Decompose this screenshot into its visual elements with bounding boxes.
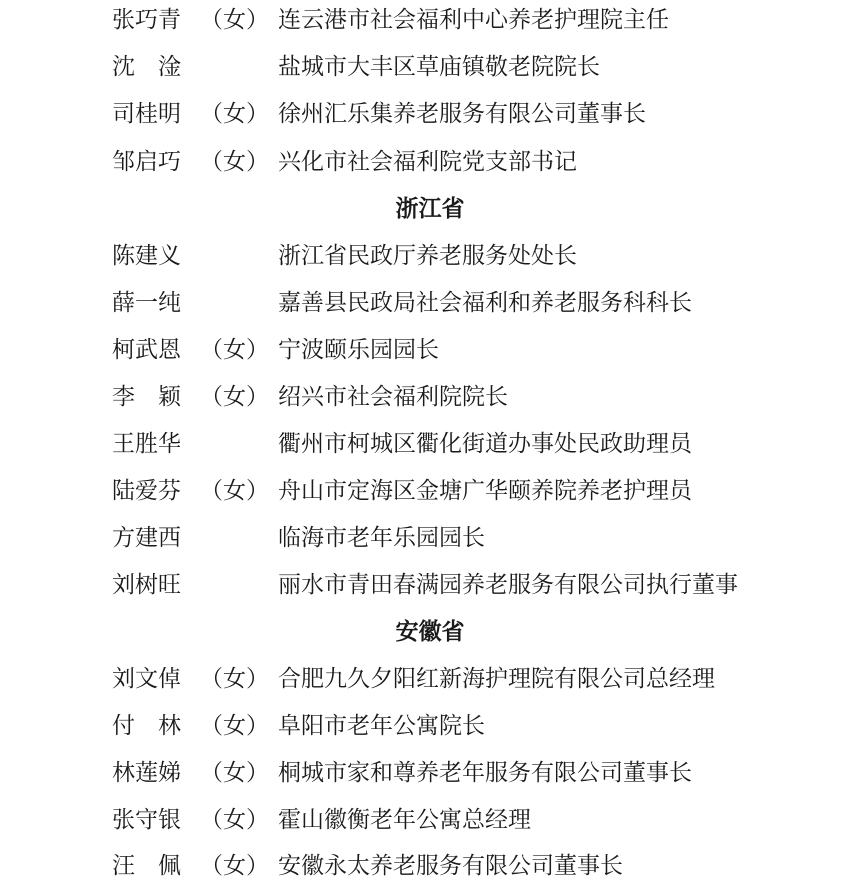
- gender-note: （女）: [200, 853, 269, 879]
- person-title: 嘉善县民政局社会福利和养老服务科科长: [278, 290, 692, 316]
- person-title: 衢州市柯城区衢化街道办事处民政助理员: [278, 431, 692, 457]
- person-name: 张守银: [112, 807, 181, 833]
- person-title: 临海市老年乐园园长: [278, 525, 485, 551]
- list-item: [0, 753, 860, 793]
- person-name: 邹启巧: [112, 149, 181, 175]
- person-title: 舟山市定海区金塘广华颐养院养老护理员: [278, 478, 692, 504]
- gender-note: （女）: [200, 149, 269, 175]
- person-name: 司桂明: [112, 101, 181, 127]
- list-item: [0, 330, 860, 370]
- list-item: [0, 424, 860, 464]
- person-name: 汪 佩: [112, 853, 181, 879]
- province-heading: 安徽省: [395, 619, 465, 645]
- list-item: [0, 846, 860, 886]
- list-item: [0, 706, 860, 746]
- person-name: 张巧青: [112, 7, 181, 33]
- person-name: 刘树旺: [112, 572, 181, 598]
- person-title: 兴化市社会福利院党支部书记: [278, 149, 577, 175]
- list-item: [0, 236, 860, 276]
- list-item: [0, 471, 860, 511]
- list-item: [0, 565, 860, 605]
- person-title: 盐城市大丰区草庙镇敬老院院长: [278, 54, 600, 80]
- person-name: 薛一纯: [112, 290, 181, 316]
- person-title: 霍山徽衡老年公寓总经理: [278, 807, 531, 833]
- province-heading: 浙江省: [395, 196, 465, 222]
- person-name: 付 林: [112, 713, 181, 739]
- person-name: 沈 淦: [112, 54, 181, 80]
- gender-note: （女）: [200, 666, 269, 692]
- person-name: 林莲娣: [112, 760, 181, 786]
- gender-note: （女）: [200, 101, 269, 127]
- list-item: [0, 659, 860, 699]
- person-name: 李 颖: [112, 384, 181, 410]
- person-title: 桐城市家和尊养老年服务有限公司董事长: [278, 760, 692, 786]
- gender-note: （女）: [200, 807, 269, 833]
- person-name: 陆爱芬: [112, 478, 181, 504]
- person-title: 合肥九久夕阳红新海护理院有限公司总经理: [278, 666, 715, 692]
- person-title: 宁波颐乐园园长: [278, 337, 439, 363]
- person-title: 徐州汇乐集养老服务有限公司董事长: [278, 101, 646, 127]
- person-title: 浙江省民政厅养老服务处处长: [278, 243, 577, 269]
- gender-note: （女）: [200, 7, 269, 33]
- list-item: [0, 47, 860, 87]
- person-name: 柯武恩: [112, 337, 181, 363]
- person-name: 方建西: [112, 525, 181, 551]
- person-title: 阜阳市老年公寓院长: [278, 713, 485, 739]
- person-name: 陈建义: [112, 243, 181, 269]
- list-item: [0, 283, 860, 323]
- gender-note: （女）: [200, 337, 269, 363]
- list-item: [0, 800, 860, 840]
- person-title: 连云港市社会福利中心养老护理院主任: [278, 7, 669, 33]
- list-item: [0, 518, 860, 558]
- gender-note: （女）: [200, 760, 269, 786]
- list-item: [0, 0, 860, 40]
- gender-note: （女）: [200, 478, 269, 504]
- person-title: 丽水市青田春满园养老服务有限公司执行董事: [278, 572, 738, 598]
- gender-note: （女）: [200, 713, 269, 739]
- person-name: 王胜华: [112, 431, 181, 457]
- person-title: 安徽永太养老服务有限公司董事长: [278, 853, 623, 879]
- gender-note: （女）: [200, 384, 269, 410]
- person-title: 绍兴市社会福利院院长: [278, 384, 508, 410]
- list-item: [0, 377, 860, 417]
- person-name: 刘文倬: [112, 666, 181, 692]
- list-item: [0, 142, 860, 182]
- list-item: [0, 94, 860, 134]
